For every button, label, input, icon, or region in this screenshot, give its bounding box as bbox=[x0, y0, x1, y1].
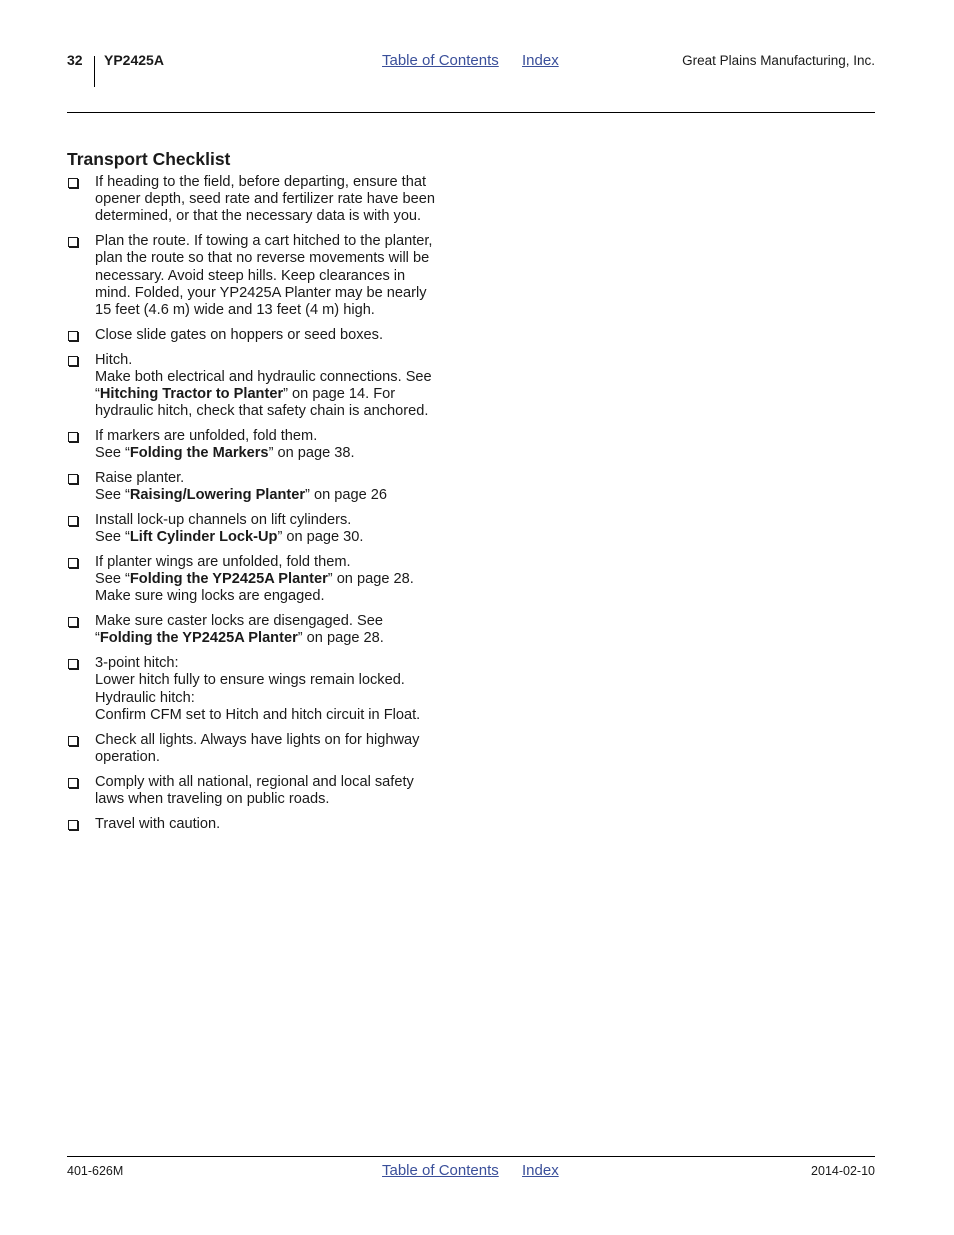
checklist-line bbox=[95, 208, 467, 225]
checklist-item bbox=[67, 327, 467, 344]
checklist-line bbox=[95, 302, 467, 319]
transport-checklist bbox=[67, 174, 467, 840]
company-name: Great Plains Manufacturing, Inc. bbox=[682, 53, 875, 68]
checklist-line bbox=[95, 386, 467, 403]
checklist-line bbox=[95, 428, 467, 445]
checklist-line bbox=[95, 774, 467, 791]
footer-index-link[interactable]: Index bbox=[522, 1162, 559, 1179]
checkbox-icon bbox=[68, 617, 78, 627]
checklist-text: hydraulic hitch, check that safety chain is anchored. bbox=[95, 403, 429, 420]
checklist-line bbox=[95, 352, 467, 369]
checklist-text: See “ bbox=[95, 571, 130, 588]
cross-reference: Hitching Tractor to Planter bbox=[99, 386, 284, 403]
checklist-item bbox=[67, 512, 467, 546]
checklist-line bbox=[95, 690, 467, 707]
checklist-line bbox=[95, 445, 467, 462]
checklist-line bbox=[95, 571, 467, 588]
checklist-text: Lower hitch fully to ensure wings remain locked. bbox=[95, 672, 405, 689]
checklist-line bbox=[95, 512, 467, 529]
checklist-text: If markers are unfolded, fold them. bbox=[95, 428, 318, 445]
model-name: YP2425A bbox=[104, 52, 164, 68]
checklist-text: See “ bbox=[95, 529, 130, 546]
cross-reference: Lift Cylinder Lock-Up bbox=[129, 529, 278, 546]
checkbox-icon bbox=[68, 237, 78, 247]
checkbox-icon bbox=[68, 474, 78, 484]
header-divider bbox=[94, 56, 95, 87]
checklist-text: Confirm CFM set to Hitch and hitch circuit in Float. bbox=[95, 706, 421, 723]
checkbox-icon bbox=[68, 736, 78, 746]
checklist-text: operation. bbox=[95, 748, 160, 765]
checklist-text: Install lock-up channels on lift cylinders. bbox=[95, 512, 352, 529]
checklist-text: See “ bbox=[95, 487, 130, 504]
checklist-text: determined, or that the necessary data is with you. bbox=[95, 208, 422, 225]
footer-rule bbox=[67, 1156, 875, 1157]
checklist-item bbox=[67, 816, 467, 833]
checklist-item bbox=[67, 774, 467, 808]
checklist-line bbox=[95, 470, 467, 487]
checkbox-icon bbox=[68, 659, 78, 669]
checklist-text: ” on page 28. bbox=[327, 571, 414, 588]
checkbox-icon bbox=[68, 356, 78, 366]
checklist-text: Make both electrical and hydraulic connections. See bbox=[95, 368, 432, 385]
checkbox-icon bbox=[68, 558, 78, 568]
checkbox-icon bbox=[68, 432, 78, 442]
checklist-text: laws when traveling on public roads. bbox=[95, 790, 330, 807]
checklist-text: ” on page 28. bbox=[297, 630, 384, 647]
checklist-item bbox=[67, 428, 467, 462]
checklist-text: Comply with all national, regional and local safety bbox=[95, 773, 414, 790]
checklist-item bbox=[67, 732, 467, 766]
checklist-text: Raise planter. bbox=[95, 470, 185, 487]
checkbox-icon bbox=[68, 331, 78, 341]
checklist-line bbox=[95, 588, 467, 605]
checklist-line bbox=[95, 529, 467, 546]
checkbox-icon bbox=[68, 820, 78, 830]
checklist-item bbox=[67, 554, 467, 606]
footer-toc-link[interactable]: Table of Contents bbox=[382, 1162, 499, 1179]
cross-reference: Folding the YP2425A Planter bbox=[129, 571, 328, 588]
checklist-line bbox=[95, 285, 467, 302]
checklist-line bbox=[95, 655, 467, 672]
checklist-text: Close slide gates on hoppers or seed boxes. bbox=[95, 326, 383, 343]
header-index-link[interactable]: Index bbox=[522, 52, 559, 69]
checklist-line bbox=[95, 487, 467, 504]
checklist-text: If heading to the field, before departing, ensure that bbox=[95, 174, 427, 190]
checklist-line bbox=[95, 233, 467, 250]
checklist-line bbox=[95, 816, 467, 833]
checklist-text: opener depth, seed rate and fertilizer rate have been bbox=[95, 191, 435, 208]
checklist-text: ” on page 14. For bbox=[283, 386, 396, 403]
checklist-text: ” on page 26 bbox=[305, 487, 388, 504]
doc-number: 401-626M bbox=[67, 1164, 124, 1178]
checklist-text: See “ bbox=[95, 445, 130, 462]
checklist-text: Make sure caster locks are disengaged. See bbox=[95, 613, 383, 630]
checklist-item bbox=[67, 470, 467, 504]
checklist-line bbox=[95, 707, 467, 724]
checklist-line bbox=[95, 268, 467, 285]
checklist-item bbox=[67, 655, 467, 724]
page-number: 32 bbox=[67, 52, 83, 68]
checklist-text: Travel with caution. bbox=[95, 815, 221, 832]
section-title: Transport Checklist bbox=[67, 149, 231, 169]
checklist-text: Hydraulic hitch: bbox=[95, 689, 195, 706]
checklist-line bbox=[95, 369, 467, 386]
checklist-text: plan the route so that no reverse movements will be bbox=[95, 250, 430, 267]
checkbox-icon bbox=[68, 516, 78, 526]
checklist-item bbox=[67, 174, 467, 226]
checklist-line bbox=[95, 403, 467, 420]
checklist-text: mind. Folded, your YP2425A Planter may be nearly bbox=[95, 284, 427, 301]
checklist-line bbox=[95, 613, 467, 630]
checklist-line bbox=[95, 672, 467, 689]
checklist-item bbox=[67, 613, 467, 647]
checklist-text: 15 feet (4.6 m) wide and 13 feet (4 m) high. bbox=[95, 302, 375, 319]
header-toc-link[interactable]: Table of Contents bbox=[382, 52, 499, 69]
checklist-text: If planter wings are unfolded, fold them. bbox=[95, 554, 351, 571]
cross-reference: Raising/Lowering Planter bbox=[129, 487, 306, 504]
checklist-line bbox=[95, 554, 467, 571]
checkbox-icon bbox=[68, 778, 78, 788]
checklist-text: ” on page 30. bbox=[277, 529, 364, 546]
checklist-text: Make sure wing locks are engaged. bbox=[95, 588, 325, 605]
checklist-line bbox=[95, 749, 467, 766]
checklist-item bbox=[67, 233, 467, 319]
checklist-line bbox=[95, 630, 467, 647]
cross-reference: Folding the Markers bbox=[129, 445, 269, 462]
footer-date: 2014-02-10 bbox=[811, 1164, 875, 1178]
checklist-line bbox=[95, 327, 467, 344]
checklist-line bbox=[95, 174, 467, 191]
checklist-text: ” on page 38. bbox=[268, 445, 355, 462]
checkbox-icon bbox=[68, 178, 78, 188]
checklist-line bbox=[95, 732, 467, 749]
checklist-text: 3-point hitch: bbox=[95, 655, 179, 672]
checklist-text: Plan the route. If towing a cart hitched to the planter, bbox=[95, 233, 433, 250]
checklist-text: Hitch. bbox=[95, 351, 133, 368]
checklist-line bbox=[95, 191, 467, 208]
checklist-text: “ bbox=[95, 630, 100, 647]
checklist-text: Check all lights. Always have lights on for highway bbox=[95, 731, 420, 748]
cross-reference: Folding the YP2425A Planter bbox=[99, 630, 298, 647]
checklist-item bbox=[67, 352, 467, 421]
checklist-text: “ bbox=[95, 386, 100, 403]
checklist-line bbox=[95, 791, 467, 808]
checklist-line bbox=[95, 250, 467, 267]
header-rule bbox=[67, 112, 875, 113]
checklist-text: necessary. Avoid steep hills. Keep clearances in bbox=[95, 267, 406, 284]
